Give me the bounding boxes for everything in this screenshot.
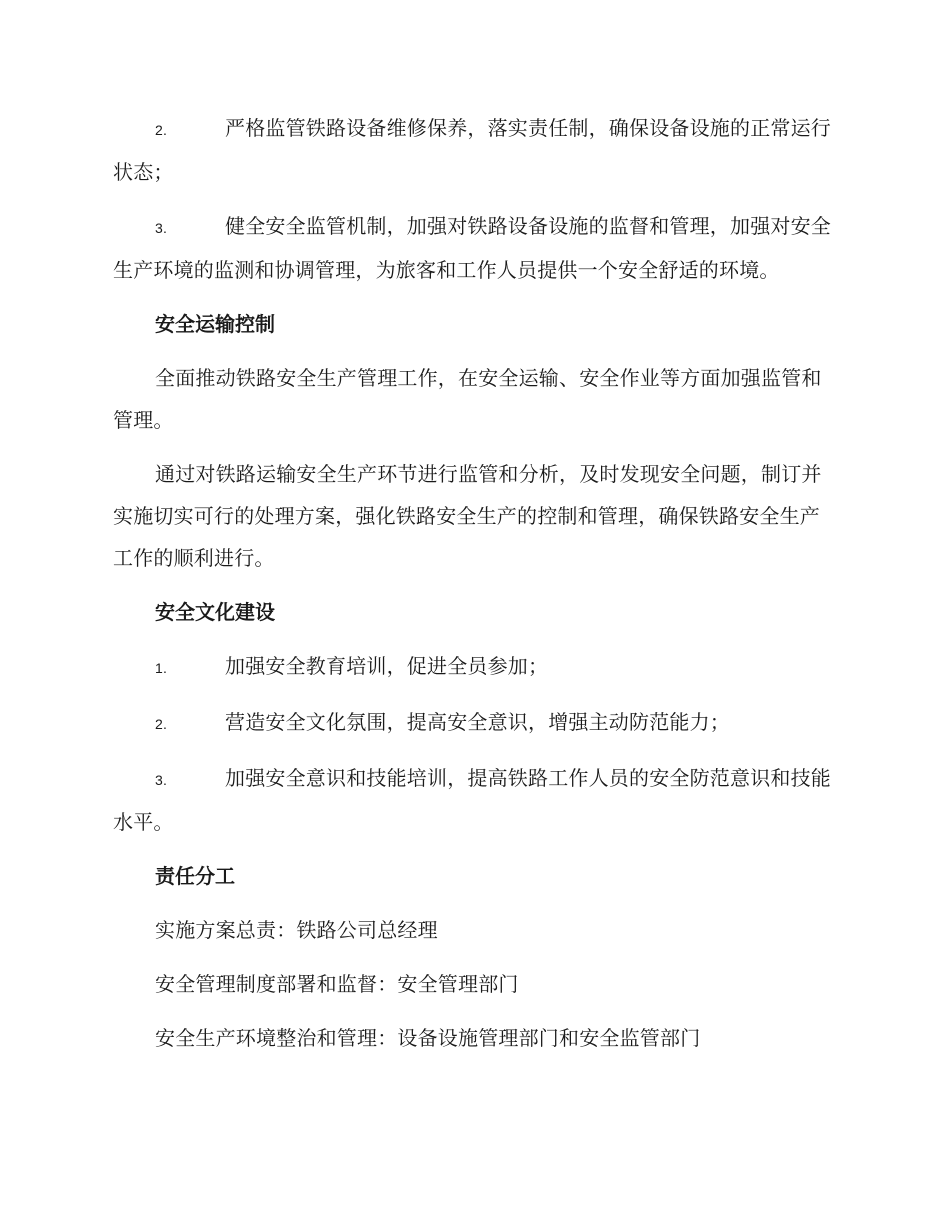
list-number: 3. <box>155 220 168 236</box>
paragraph: 实施方案总责：铁路公司总经理 <box>155 918 438 942</box>
list-text: 加强安全教育培训，促进全员参加； <box>225 654 549 678</box>
list-number: 3. <box>155 772 168 788</box>
paragraph: 安全管理制度部署和监督：安全管理部门 <box>155 972 519 996</box>
paragraph: 全面推动铁路安全生产管理工作，在安全运输、安全作业等方面加强监管和管理。 <box>113 366 822 432</box>
list-item <box>113 645 835 689</box>
paragraph: 通过对铁路运输安全生产环节进行监管和分析，及时发现安全问题，制订并实施切实可行的处理方案，强化铁路安全生产的控制和管理，确保铁路安全生产工作的顺利进行。 <box>113 462 822 570</box>
list-item <box>113 205 835 291</box>
list-text: 严格监管铁路设备维修保养，落实责任制，确保设备设施的正常运行状态； <box>113 116 831 184</box>
list-text: 健全安全监管机制，加强对铁路设备设施的监督和管理，加强对安全生产环境的监测和协调管理，为旅客和工作人员提供一个安全舒适的环境。 <box>113 214 831 282</box>
document-body <box>113 107 835 1071</box>
list-item <box>113 107 835 193</box>
list-item <box>113 757 835 843</box>
section-heading-transport-control: 安全运输控制 <box>155 312 275 336</box>
list-number: 2. <box>155 122 168 138</box>
section-heading-safety-culture: 安全文化建设 <box>155 600 275 624</box>
list-item <box>113 701 835 745</box>
section-heading-responsibility: 责任分工 <box>155 864 235 888</box>
list-number: 1. <box>155 660 168 676</box>
list-number: 2. <box>155 716 168 732</box>
list-text: 加强安全意识和技能培训，提高铁路工作人员的安全防范意识和技能水平。 <box>113 766 831 834</box>
list-text: 营造安全文化氛围，提高安全意识，增强主动防范能力； <box>225 710 730 734</box>
paragraph: 安全生产环境整治和管理：设备设施管理部门和安全监管部门 <box>155 1026 701 1050</box>
